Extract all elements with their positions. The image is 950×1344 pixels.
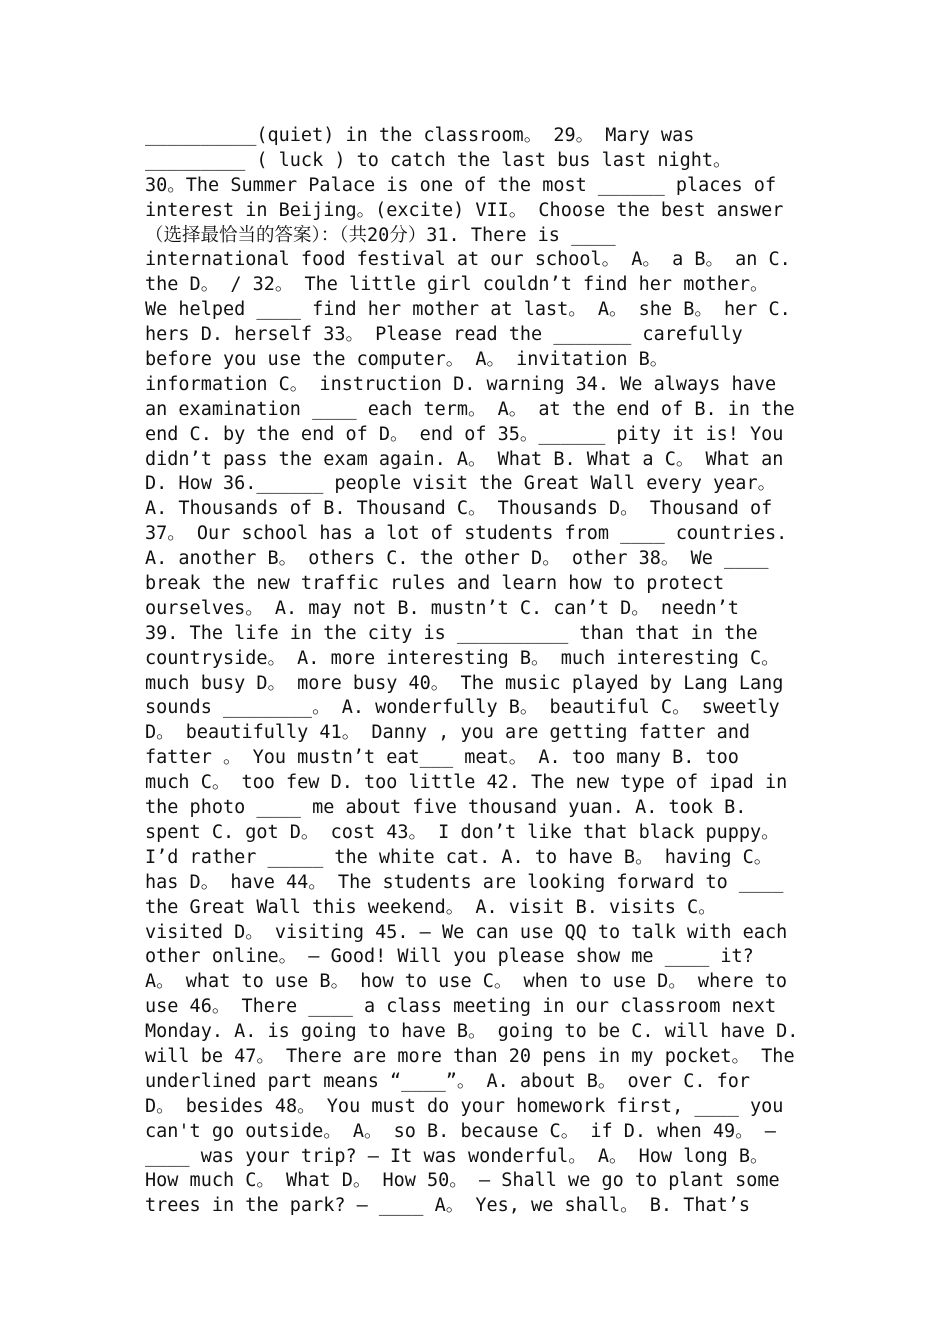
text-line: break the new traffic rules and learn how to protect <box>145 573 725 595</box>
text-line: the photo ____ me about five thousand yuan. A. took B. <box>145 797 747 819</box>
text-line: has D。 have 44。 The students are looking forward to ____ <box>145 871 784 893</box>
text-line: We helped ____ find her mother at last。 A。 she B。 her C. <box>145 299 791 321</box>
text-line: hers D. herself 33。 Please read the _______ carefully <box>145 324 743 346</box>
text-line: ____ was your trip? — It was wonderful。 A。 How long B。 <box>145 1145 769 1167</box>
text-line: much busy D。 more busy 40。 The music played by Lang Lang <box>145 672 784 694</box>
text-line: ourselves。 A. may not B. mustn’t C. can’t D。 needn’t <box>145 597 739 619</box>
text-line: D。 besides 48。 You must do your homework first, ____ you <box>145 1095 784 1117</box>
text-line: 30。The Summer Palace is one of the most ______ places of <box>145 174 777 196</box>
text-line: fatter 。 You mustn’t eat___ meat。 A. too many B. too <box>145 747 739 769</box>
text-line: A. another B。 others C. the other D。 other 38。 We ____ <box>145 548 769 570</box>
text-line: How much C。 What D。 How 50。 — Shall we go to plant some <box>145 1170 780 1192</box>
text-line: countryside。 A. more interesting B。 much interesting C。 <box>145 647 780 669</box>
text-line: underlined part means “____”。 A. about B。 over C. for <box>145 1070 751 1092</box>
text-line: sounds ________。 A. wonderfully B。 beautiful C。 sweetly <box>145 697 780 719</box>
text-line: visited D。 visiting 45. — We can use QQ to talk with each <box>145 921 788 943</box>
text-line: interest in Beijing。(excite) VII。 Choose the best answer <box>145 199 784 221</box>
text-line: 37。 Our school has a lot of students from ____ countries. <box>145 523 788 545</box>
text-line: use 46。 There ____ a class meeting in our classroom next <box>145 996 777 1018</box>
text-line: I’d rather _____ the white cat. A. to have B。 having C。 <box>145 846 773 868</box>
text-line: spent C. got D。 cost 43。 I don’t like that black puppy。 <box>145 821 780 843</box>
text-line: Monday. A. is going to have B。 going to be C. will have D. <box>145 1021 799 1043</box>
text-line: A. Thousands of B. Thousand C。 Thousands D。 Thousand of <box>145 498 773 520</box>
text-line: didn’t pass the exam again. A。 What B. What a C。 What an <box>145 448 784 470</box>
text-line: 39. The life in the city is __________ than that in the <box>145 622 758 644</box>
text-line: __________(quiet) in the classroom。 29。 Mary was <box>145 125 695 146</box>
text-line: D。 beautifully 41。 Danny , you are getting fatter and <box>145 722 751 744</box>
text-line: A。 what to use B。 how to use C。 when to use D。 where to <box>145 971 788 993</box>
text-line: much C。 too few D. too little 42. The new type of ipad in <box>145 772 788 794</box>
text-line: trees in the park? — ____ A。 Yes, we shall。 B. That’s <box>145 1195 751 1217</box>
text-line: the D。 / 32。 The little girl couldn’t find her mother。 <box>145 274 769 296</box>
text-line: end C. by the end of D。 end of 35。______ pity it is! You <box>145 423 784 445</box>
text-line: D. How 36.______ people visit the Great Wall every year。 <box>145 473 777 495</box>
text-line: information C。 instruction D. warning 34. We always have <box>145 373 777 395</box>
text-line: （选择最恰当的答案）：（共20分）31. There is ____ <box>145 224 616 246</box>
text-line: the Great Wall this weekend。 A. visit B. visits C。 <box>145 896 717 918</box>
text-line: an examination ____ each term。 A。 at the end of B. in the <box>145 398 795 420</box>
text-line: _________ ( luck ) to catch the last bus last night。 <box>145 149 732 171</box>
text-line: before you use the computer。 A。 invitation B。 <box>145 349 669 371</box>
text-line: other online。 — Good! Will you please show me ____ it? <box>145 946 754 968</box>
document-text-block <box>145 124 815 1219</box>
text-line: will be 47。 There are more than 20 pens in my pocket。 The <box>145 1045 795 1067</box>
text-line: international food festival at our school。 A。 a B。 an C. <box>145 249 791 271</box>
text-line: can't go outside。 A。 so B. because C。 if D. when 49。 — <box>145 1120 776 1142</box>
